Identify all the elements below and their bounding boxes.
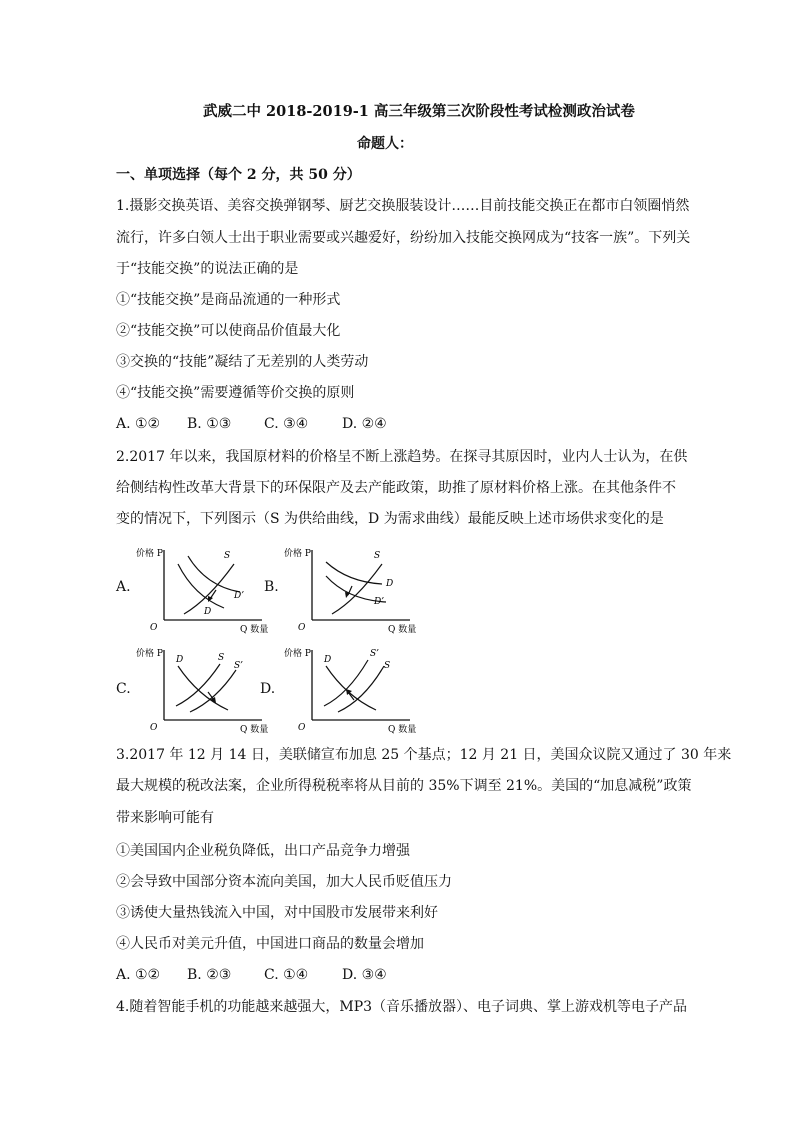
q3-option-a: A. ①② <box>116 967 161 983</box>
q1-option-a: A. ①② <box>116 416 161 432</box>
q2-stem-line-2: 给侧结构性改革大背景下的环保限产及去产能政策，助推了原材料价格上涨。在其他条件不 <box>116 480 676 496</box>
curve-label-3: D’ <box>374 597 385 607</box>
q2-figure-a-graph <box>136 542 282 635</box>
origin-label: O <box>150 723 158 733</box>
curve-label-1: D <box>324 655 332 665</box>
demand-curve <box>178 666 228 710</box>
q3-item-2: ②会导致中国部分资本流向美国，加大人民币贬值压力 <box>116 874 452 890</box>
q3-item-1: ①美国国内企业税负降低，出口产品竞争力增强 <box>116 843 410 859</box>
q3-option-d: D. ③④ <box>342 967 387 983</box>
q4-stem-line-1: 4.随着智能手机的功能越来越强大，MP3（音乐播放器）、电子词典、掌上游戏机等电子产品 <box>116 999 688 1015</box>
y-axis-label: 价格 P <box>284 649 311 659</box>
q1-stem-line-3: 于“技能交换”的说法正确的是 <box>116 261 299 277</box>
x-axis-label: Q 数量 <box>240 725 269 735</box>
x-axis-label: Q 数量 <box>388 725 417 735</box>
supply-curve-shifted <box>324 660 368 706</box>
q1-item-4: ④“技能交换”需要遵循等价交换的原则 <box>116 385 355 401</box>
q1-option-b: B. ①③ <box>187 416 232 432</box>
q2-figure-a-label: A. <box>116 579 131 595</box>
curve-label-3: S’ <box>234 661 244 671</box>
curve-label-2: D <box>386 579 394 589</box>
curve-label-2: D’ <box>234 591 245 601</box>
curve-label-3: D <box>204 607 212 617</box>
x-axis-label: Q 数量 <box>240 625 269 635</box>
q3-option-b: B. ②③ <box>187 967 232 983</box>
q2-figure-c-label: C. <box>116 681 131 697</box>
q3-item-4: ④人民币对美元升值，中国进口商品的数量会增加 <box>116 936 424 952</box>
origin-label: O <box>150 623 158 633</box>
q3-item-3: ③诱使大量热钱流入中国，对中国股市发展带来利好 <box>116 905 438 921</box>
curve-label-1: S <box>374 551 381 561</box>
q3-stem-line-3: 带来影响可能有 <box>116 810 214 826</box>
q2-figure-b-graph <box>284 542 430 635</box>
y-axis-label: 价格 P <box>284 549 311 559</box>
q1-option-d: D. ②④ <box>342 416 387 432</box>
origin-label: O <box>298 623 306 633</box>
q2-figure-b-label: B. <box>264 579 279 595</box>
q2-stem-line-1: 2.2017 年以来，我国原材料的价格呈不断上涨趋势。在探寻其原因时，业内人士认为，在供 <box>116 449 688 465</box>
shift-arrow-head <box>345 592 350 598</box>
curve-label-2: S’ <box>370 649 380 659</box>
q2-figure-d-label: D. <box>260 681 276 697</box>
curve-label-3: S <box>384 661 391 671</box>
curve-label-1: S <box>224 551 231 561</box>
curve-label-2: S <box>218 653 225 663</box>
exam-title: 武威二中 2018-2019-1 高三年级第三次阶段性考试检测政治试卷 <box>203 103 635 120</box>
q1-item-2: ②“技能交换”可以使商品价值最大化 <box>116 323 341 339</box>
section-heading: 一、单项选择（每个 2 分，共 50 分） <box>116 167 361 183</box>
curve-label-1: D <box>176 655 184 665</box>
origin-label: O <box>298 723 306 733</box>
q3-stem-line-1: 3.2017 年 12 月 14 日，美联储宣布加息 25 个基点；12 月 21 日，美国众议院又通过了 30 年来 <box>116 747 732 763</box>
y-axis-label: 价格 P <box>136 649 163 659</box>
q2-stem-line-3: 变的情况下，下列图示（S 为供给曲线，D 为需求曲线）最能反映上述市场供求变化的是 <box>116 511 664 527</box>
author-line: 命题人： <box>357 136 413 152</box>
y-axis-label: 价格 P <box>136 549 163 559</box>
q1-item-3: ③交换的“技能”凝结了无差别的人类劳动 <box>116 354 369 370</box>
q1-option-c: C. ③④ <box>264 416 309 432</box>
q1-stem-line-1: 1.摄影交换英语、美容交换弹钢琴、厨艺交换服装设计……目前技能交换正在都市白领圈悄然 <box>116 198 690 214</box>
q2-figure-d-graph <box>284 642 430 735</box>
q3-stem-line-2: 最大规模的税改法案，企业所得税税率将从目前的 35%下调至 21%。美国的“加息减税”政策 <box>116 778 692 794</box>
demand-curve <box>326 562 382 584</box>
x-axis-label: Q 数量 <box>388 625 417 635</box>
q1-item-1: ①“技能交换”是商品流通的一种形式 <box>116 292 341 308</box>
q3-option-c: C. ①④ <box>264 967 309 983</box>
q1-stem-line-2: 流行，许多白领人士出于职业需要或兴趣爱好，纷纷加入技能交换网成为“技客一族”。下列关 <box>116 230 691 246</box>
demand-curve-shifted <box>188 556 240 592</box>
